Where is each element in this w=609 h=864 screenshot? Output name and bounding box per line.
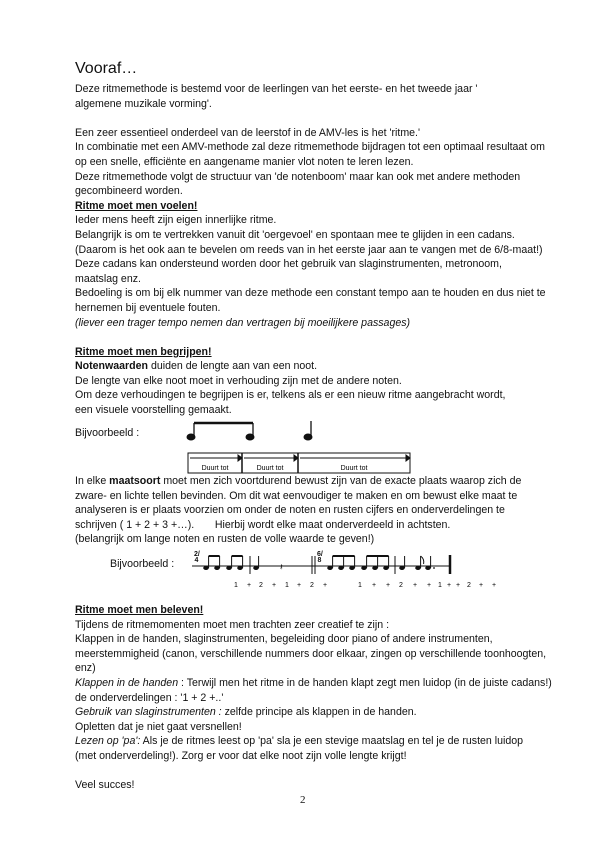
text-run: schrijven ( 1 + 2 + 3 +…). Hierbij wordt elke maat onderverdeeld in achtsten. <box>75 518 451 531</box>
text-line <box>75 155 546 170</box>
text-line <box>75 661 552 676</box>
text-run: Klappen in de handen, slaginstrumenten, begeleiding door piano of andere instrumenten, <box>75 633 493 646</box>
text-run: duiden de lengte aan van een noot. <box>148 360 318 373</box>
text-run: meerstemmigheid (canon, verschillende nummers door elkaar, zingen op verschillende toonhoogten, <box>75 647 547 660</box>
text-run: Klappen in de handen <box>75 676 179 689</box>
count-label: + <box>426 582 432 589</box>
text-run: zware- en lichte tellen bevinden. Om dit wat eenvoudiger te maken en om bewust elke maat te <box>75 489 518 502</box>
note-icon <box>327 566 333 570</box>
section-heading: Ritme moet men begrijpen! <box>75 345 212 358</box>
text-line <box>75 97 546 112</box>
note-duration-diagram <box>180 420 420 476</box>
text-run: moet men zich voortdurend bewust zijn van de exacte plaats waarop zich de <box>160 475 522 487</box>
text-line <box>75 213 546 228</box>
note-icon <box>415 566 421 570</box>
text-line <box>75 618 552 633</box>
text-line <box>75 286 546 301</box>
page-number: 2 <box>300 794 306 806</box>
eighth-notes-beamed-icon <box>187 423 254 440</box>
note-icon <box>338 566 344 570</box>
text-line <box>75 632 552 647</box>
count-label: 2 <box>310 582 314 589</box>
text-run: Belangrijk is om te vertrekken vanuit dit 'oergevoel' en spontaan mee te glijden in een cadans. <box>75 228 515 241</box>
text-line <box>75 228 546 243</box>
text-line <box>75 243 546 258</box>
text-run: Deze ritmemethode is bestemd voor de leerlingen van het eerste- en het tweede jaar ' <box>75 83 478 95</box>
text-line <box>75 330 546 345</box>
text-run: enz) <box>75 662 96 675</box>
text-run: Notenwaarden <box>75 360 148 373</box>
count-label: + <box>322 582 328 589</box>
note-icon <box>253 566 259 570</box>
text-line <box>75 764 552 779</box>
text-line <box>75 257 546 272</box>
text-line <box>75 647 552 662</box>
text-line <box>75 503 521 518</box>
text-line <box>75 518 521 533</box>
text-run: op een snelle, efficiënte en aangename manier vlot noten te leren lezen. <box>75 155 414 168</box>
text-line <box>75 126 546 141</box>
count-label: + <box>446 582 452 589</box>
text-line <box>75 170 546 185</box>
text-line <box>75 345 546 360</box>
text-run: Deze ritmemethode volgt de structuur van 'de notenboom' maar kan ook met andere methoden <box>75 170 521 183</box>
text-run: Om deze verhoudingen te begrijpen is er, telkens als er een nieuw ritme aangebracht wordt, <box>75 389 506 402</box>
note-icon <box>203 566 209 570</box>
text-run: (met onderverdeling!). Zorg er voor dat elke noot zijn volle lengte krijgt! <box>75 749 407 762</box>
note-icon <box>372 566 378 570</box>
text-line <box>75 749 552 764</box>
rhythm-staff-example <box>190 552 497 592</box>
text-line <box>75 359 546 374</box>
count-label: 1 <box>438 582 442 589</box>
count-label: + <box>412 582 418 589</box>
note-icon <box>399 566 405 570</box>
note-icon <box>425 566 431 570</box>
note-icon <box>214 566 220 570</box>
example-label: Bijvoorbeeld : <box>110 558 175 570</box>
beleven-text-block <box>75 603 552 793</box>
maatsoort-text-block <box>75 474 521 547</box>
section-heading: Ritme moet men beleven! <box>75 604 204 616</box>
text-line <box>75 111 546 126</box>
count-label: + <box>246 582 252 589</box>
text-run: Lezen op 'pa': <box>75 735 141 748</box>
text-run: In combinatie met een AMV-methode zal deze ritmemethode bijdragen tot een optimaal resultaat om <box>75 141 545 154</box>
quarter-rest-icon: 𝄽 <box>280 562 283 572</box>
duration-box-label: Duurt tot <box>201 465 229 472</box>
text-line <box>75 603 552 618</box>
text-line <box>75 316 546 331</box>
text-run: Bedoeling is om bij elk nummer van deze methode een constant tempo aan te houden en dus niet te <box>75 287 546 300</box>
text-line <box>75 734 552 749</box>
text-run: analyseren is er plaats voorzien om onder de noten en rusten cijfers en onderverdelingen te <box>75 504 505 517</box>
text-line <box>75 184 546 199</box>
count-label: 2 <box>399 582 403 589</box>
note-icon <box>237 566 243 570</box>
count-label: + <box>371 582 377 589</box>
note-icon <box>349 566 355 570</box>
text-run: (liever een trager tempo nemen dan vertragen bij moeilijkere passages) <box>75 316 411 329</box>
note-icon <box>383 566 389 570</box>
text-run: maatsoort <box>109 475 161 487</box>
text-run: gecombineerd worden. <box>75 185 183 198</box>
text-line <box>75 705 552 720</box>
count-label: + <box>478 582 484 589</box>
section-heading: Ritme moet men voelen! <box>75 199 198 212</box>
dot-icon <box>433 567 435 569</box>
text-run: Opletten dat je niet gaat versnellen! <box>75 720 242 733</box>
text-line <box>75 82 546 97</box>
note-icon <box>226 566 232 570</box>
time-signature-6-8: 6/8 <box>317 551 323 565</box>
text-line <box>75 301 546 316</box>
quarter-note-icon <box>304 421 312 440</box>
text-run: : Terwijl men het ritme in de handen klapt zegt men luidop (in de juiste cadans!) <box>178 676 552 689</box>
text-run: (belangrijk om lange noten en rusten de volle waarde te geven!) <box>75 533 375 546</box>
text-run: (Daarom is het ook aan te bevelen om reeds van in het eerste jaar aan te vangen met de 6/8-maat!) <box>75 243 543 256</box>
text-run: De lengte van elke noot moet in verhouding zijn met de andere noten. <box>75 374 402 387</box>
text-line <box>75 474 521 489</box>
text-line <box>75 720 552 735</box>
count-label: 1 <box>358 582 362 589</box>
duration-box-label: Duurt tot <box>256 465 284 472</box>
note-icon <box>361 566 367 570</box>
count-label: 1 <box>234 582 238 589</box>
text-run: Tijdens de ritmemomenten moet men trachten zeer creatief te zijn : <box>75 618 390 631</box>
count-label: 1 <box>285 582 289 589</box>
text-line <box>75 691 552 706</box>
intro-text-block <box>75 82 546 418</box>
count-label: + <box>296 582 302 589</box>
count-label: + <box>491 582 497 589</box>
text-line <box>75 272 546 287</box>
text-line <box>75 388 546 403</box>
duration-box-label: Duurt tot <box>340 465 368 472</box>
text-line <box>75 374 546 389</box>
text-run: maatslag enz. <box>75 272 141 285</box>
count-label: + <box>455 582 461 589</box>
text-run: Gebruik van slaginstrumenten : <box>75 706 222 719</box>
text-run: zelfde principe als klappen in de handen. <box>221 706 417 719</box>
text-run: In elke <box>75 475 110 487</box>
text-run: een visuele voorstelling gemaakt. <box>75 404 232 417</box>
page-title: Vooraf… <box>75 60 138 77</box>
example-label: Bijvoorbeeld : <box>75 427 140 439</box>
count-label: + <box>271 582 277 589</box>
count-label: 2 <box>259 582 263 589</box>
text-run: algemene muzikale vorming'. <box>75 97 212 110</box>
text-run: Een zeer essentieel onderdeel van de leerstof in de AMV-les is het 'ritme.' <box>75 126 420 139</box>
text-run: Deze cadans kan ondersteund worden door het gebruik van slaginstrumenten, metronoom, <box>75 258 502 271</box>
text-line <box>75 403 546 418</box>
text-line <box>75 489 521 504</box>
text-run: Als je de ritmes leest op 'pa' sla je een stevige maatslag en tel je de rusten luidop <box>140 735 524 748</box>
text-line <box>75 676 552 691</box>
text-run: Veel succes! <box>75 779 135 792</box>
text-run: hernemen bij eventuele fouten. <box>75 301 221 314</box>
time-signature-2-4: 2/4 <box>194 551 200 565</box>
text-line <box>75 778 552 793</box>
text-line <box>75 199 546 214</box>
count-label: + <box>385 582 391 589</box>
count-label: 2 <box>467 582 471 589</box>
text-run: Ieder mens heeft zijn eigen innerlijke ritme. <box>75 214 277 227</box>
text-line <box>75 532 521 547</box>
text-run: de onderverdelingen : '1 + 2 +..' <box>75 691 224 704</box>
text-line <box>75 140 546 155</box>
